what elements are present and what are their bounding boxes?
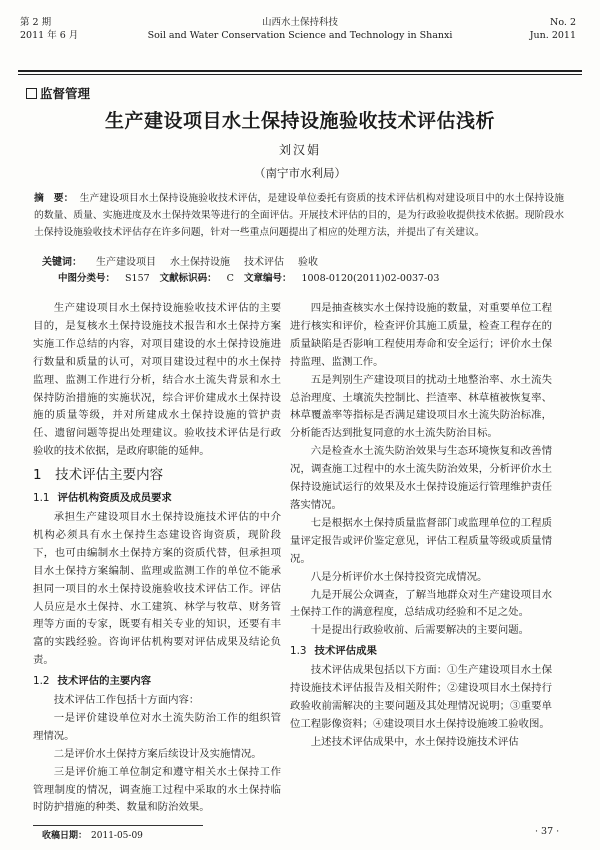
issue-number-en: No. 2 [550, 17, 576, 28]
evaluation-item-5: 五是判别生产建设项目的扰动土地整治率、水土流失总治理度、土壤流失控制比、拦渣率、林草植被恢复率、林草覆盖率等指标是否满足建设项目水土流失防治标准，分析能否达到批复同意的水土流失防治目标。 [290, 373, 552, 440]
section-1-1-paragraph: 承担生产建设项目水土保持设施技术评估的中介机构必须具有水土保持生态建设咨询资质，现阶段下，也可由编制水土保持方案的资质代替，但承担项目水土保持方案编制、监理或监测工作的单位不能承担同一项目的水土保持设施验收技术评估工作。评估人员应是水土保持、水工建筑、林学与牧草、财务管理等方面的专家，既要有相关专业的知识，还要有丰富的实践经验。咨询评估机构要对评估成果及结论负责。 [33, 510, 281, 667]
body-column-left [33, 300, 281, 817]
running-header [0, 6, 600, 64]
evaluation-item-9: 九是开展公众调查，了解当地群众对生产建设项目水土保持工作的满意程度，总结成功经验和不足之处。 [290, 588, 552, 619]
section-1-3-title: 技术评估成果 [314, 645, 377, 658]
section-1-3-heading [290, 643, 552, 661]
journal-name-cn: 山西水土保持科技 [261, 17, 338, 28]
section-1-1-title: 评估机构资质及成员要求 [57, 492, 172, 505]
evaluation-item-8: 八是分析评价水土保持投资完成情况。 [310, 570, 488, 583]
keyword: 技术评估 [244, 257, 284, 268]
evaluation-item-2: 二是评价水土保持方案后续设计及实施情况。 [53, 747, 262, 760]
intro-paragraph: 生产建设项目水土保持设施验收技术评估的主要目的，是复核水土保持设施技术报告和水土保持方案实施工作总结的内容，对项目建设的水土保持设施进行数量和质量的认可，对项目建设过程中的水土保持监理、监测工作进行分析，结合水土流失背景和水土保持防治措施的实施状况，综合评价建成水土保持设施的质量等级，并对所建成水土保持设施的管护责任、遗留问题等提出处理建议。验收技术评估是行政验收的技术依据，是政府职能的延伸。 [33, 302, 281, 458]
section-name: 监督管理 [40, 86, 91, 101]
section-1-2-heading [33, 673, 281, 691]
article-id-value: 1008-0120(2011)02-0037-03 [301, 273, 440, 284]
footnote [42, 828, 143, 841]
page-number: · 37 · [535, 826, 560, 837]
received-date: 2011-05-09 [91, 831, 143, 841]
abstract [34, 190, 564, 241]
header-center [0, 16, 600, 42]
section-1-2-title: 技术评估的主要内容 [57, 675, 152, 688]
doc-code-value: C [226, 273, 234, 284]
body-column-right [290, 300, 552, 752]
section-1-1-heading [33, 490, 281, 508]
footnote-rule [33, 825, 203, 826]
section-1-number: 1 [33, 467, 42, 484]
received-date-label: 收稿日期： [42, 831, 88, 841]
section-1-3-paragraph-1: 技术评估成果包括以下方面：①生产建设项目水土保持设施技术评估报告及相关附件；②建设项目水土保持行政验收前需解决的主要问题及其处理情况说明；③重要单位工程影像资料；④建设项目水土保持设施竣工验收图。 [290, 664, 552, 730]
section-1-3-paragraph-2: 上述技术评估成果中，水土保持设施技术评估 [310, 735, 519, 748]
issue-date-cn: 2011 年 6 月 [20, 30, 79, 41]
evaluation-item-4: 四是抽查核实水土保持设施的数量，对重要单位工程进行核实和评价，检查评价其施工质量，检查工程存在的质量缺陷是否影响工程使用寿命和安全运行；评价水土保持监理、监测工作。 [290, 302, 552, 368]
evaluation-item-10: 十是提出行政验收前、后需要解决的主要问题。 [310, 624, 529, 637]
header-rule-thin [18, 74, 582, 75]
section-1-2-number: 1.2 [33, 675, 50, 688]
keyword: 验收 [298, 257, 318, 268]
abstract-label: 摘 要： [34, 193, 74, 204]
article-id-label: 文章编号： [243, 273, 292, 284]
evaluation-item-6: 六是检查水土流失防治效果与生态环境恢复和改善情况，调查施工过程中的水土流失防治效果，分析评价水土保持设施试运行的效果及水土保持设施运行管理维护责任落实情况。 [290, 445, 552, 511]
clc-label: 中图分类号： [58, 273, 116, 284]
evaluation-item-7: 七是根据水土保持质量监督部门或监理单位的工程质量评定报告或评价鉴定意见，评估工程质量等级或质量情况。 [290, 516, 552, 565]
evaluation-item-1: 一是评价建设单位对水土流失防治工作的组织管理情况。 [33, 711, 281, 742]
keyword: 生产建设项目 [96, 257, 156, 268]
section-1-1-number: 1.1 [33, 492, 50, 505]
checkbox-square-icon [26, 88, 37, 99]
header-rule-thick [18, 70, 582, 72]
section-1-3-number: 1.3 [290, 645, 307, 658]
section-1-heading [33, 467, 281, 485]
section-1-title: 技术评估主要内容 [55, 467, 164, 484]
classification-line [58, 271, 578, 287]
article-author: 刘汉娟 [278, 143, 321, 157]
section-label [26, 84, 90, 102]
journal-name-en: Soil and Water Conservation Science and Technology in Shanxi [147, 30, 453, 41]
clc-value: S157 [125, 273, 150, 284]
issue-number: 第 2 期 [20, 17, 52, 28]
keywords [42, 255, 572, 271]
keywords-label: 关键词： [42, 257, 82, 268]
evaluation-item-3: 三是评价施工单位制定和遵守相关水土保持工作管理制度的情况，调查施工过程中采取的水土保持临时防护措施的种类、数量和防治效果。 [33, 765, 281, 814]
section-1-2-intro: 技术评估工作包括十方面内容： [53, 694, 200, 707]
abstract-text: 生产建设项目水土保持设施验收技术评估，是建设单位委托有资质的技术评估机构对建设项目中的水土保持设施的数量、质量、实施进度及水土保持效果等进行的全面评估。开展技术评估的目的，是为行政验收提供技术依据。现阶段水土保持设施验收技术评估存在许多问题，针对一些重点问题提出了相应的处理方法，并提出了有关建议。 [34, 193, 565, 238]
keyword: 水土保持设施 [170, 257, 230, 268]
author-affiliation: （南宁市水利局） [254, 166, 346, 180]
doc-code-label: 文献标识码： [159, 273, 217, 284]
header-right [530, 16, 576, 42]
issue-date-en: Jun. 2011 [529, 30, 576, 41]
article-title: 生产建设项目水土保持设施验收技术评估浅析 [104, 110, 495, 132]
